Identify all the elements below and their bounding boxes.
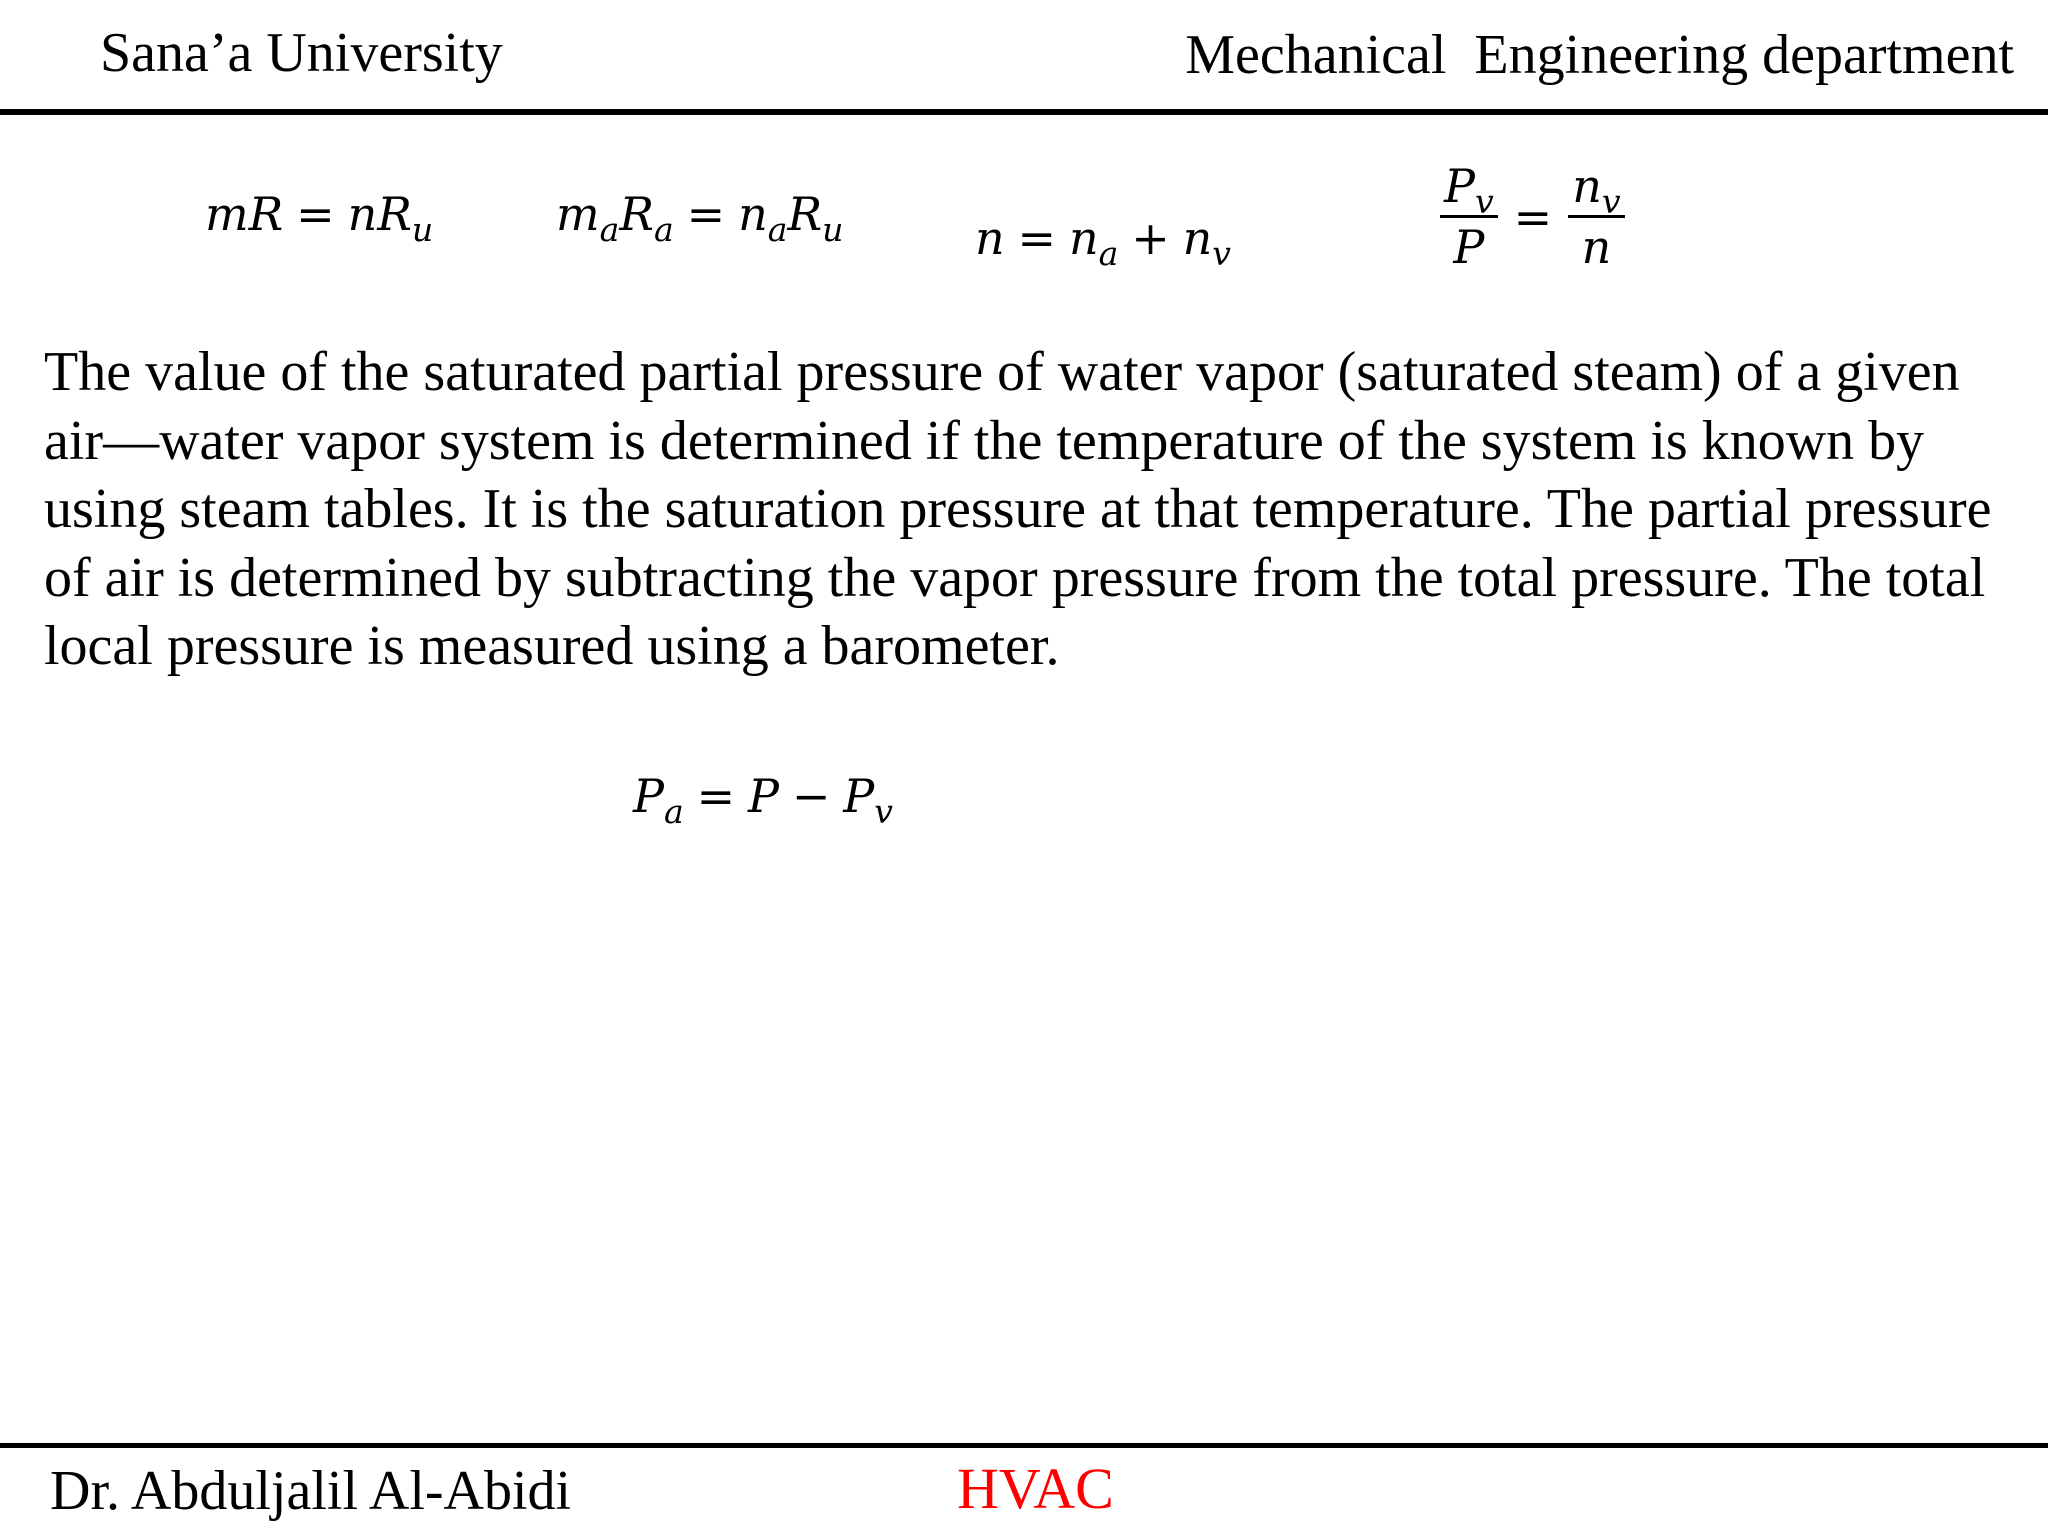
eq3-n: n (975, 211, 1005, 265)
department-name: Mechanical Engineering department (1185, 24, 2014, 86)
eq4-nv: n (1572, 159, 1602, 213)
eq2-m: m (556, 187, 600, 241)
body-paragraph: The value of the saturated partial pressure of water vapor (saturated steam) of a given air—water vapor system is determined if the temperature of the system is known by using steam tables. It is the saturation pressure at that temperature. The partial pressure of air is determined by subtracting the vapor pressure from the total pressure. The total local pressure is measured using a barometer. (44, 341, 1992, 677)
eq4-pv: P (1444, 159, 1475, 213)
equation-air-partial-pressure (633, 768, 893, 831)
university-name: Sana’a University (100, 22, 503, 84)
equation-mass-gas-constant (205, 186, 434, 249)
fraction-numerator-nv (1568, 159, 1624, 221)
equation-mole-fraction (1440, 160, 1625, 273)
eq2-equals: = (686, 187, 726, 241)
fraction-denominator-n: n (1581, 220, 1612, 274)
eq2-ru: R (787, 187, 823, 241)
author-name: Dr. Abduljalil Al-Abidi (50, 1460, 572, 1522)
eq5-pa: P (633, 769, 664, 823)
eq1-equals: = (296, 187, 335, 241)
eq5-equals: = (696, 769, 736, 823)
eq2-n: n (738, 187, 768, 241)
eq4-pv-sub: v (1474, 181, 1494, 221)
fraction-numerator-pv (1440, 159, 1498, 221)
eq2-m-sub: a (599, 209, 620, 249)
eq1-ru-sub: u (411, 209, 434, 249)
eq5-pv: P (843, 769, 875, 823)
eq4-equals: = (1513, 189, 1553, 244)
equation-total-moles (975, 210, 1231, 273)
eq1-r: R (248, 187, 284, 241)
eq3-na: n (1068, 211, 1099, 265)
eq2-r: R (619, 187, 655, 241)
eq3-equals: = (1017, 211, 1057, 265)
eq3-nv: n (1182, 211, 1213, 265)
eq3-plus: + (1131, 211, 1170, 265)
eq5-minus: − (791, 769, 831, 823)
eq5-p: P (748, 769, 779, 823)
eq1-n: n (347, 187, 378, 241)
eq2-r-sub: a (654, 209, 674, 249)
fraction-nv-over-n (1568, 160, 1624, 273)
eq1-ru: R (377, 187, 412, 241)
eq4-nv-sub: v (1601, 181, 1621, 221)
fraction-denominator-p: P (1453, 220, 1485, 274)
course-title: HVAC (957, 1456, 1114, 1521)
eq3-nv-sub: v (1212, 233, 1231, 273)
equation-air-gas-constant (556, 186, 844, 249)
footer-divider (0, 1443, 2048, 1448)
fraction-pv-over-p (1440, 160, 1498, 273)
header-divider (0, 109, 2048, 115)
eq5-pv-sub: v (874, 791, 893, 831)
eq3-na-sub: a (1098, 233, 1119, 273)
eq2-ru-sub: u (822, 209, 844, 249)
eq1-m: m (205, 187, 249, 241)
eq5-pa-sub: a (663, 791, 684, 831)
eq2-n-sub: a (767, 209, 788, 249)
